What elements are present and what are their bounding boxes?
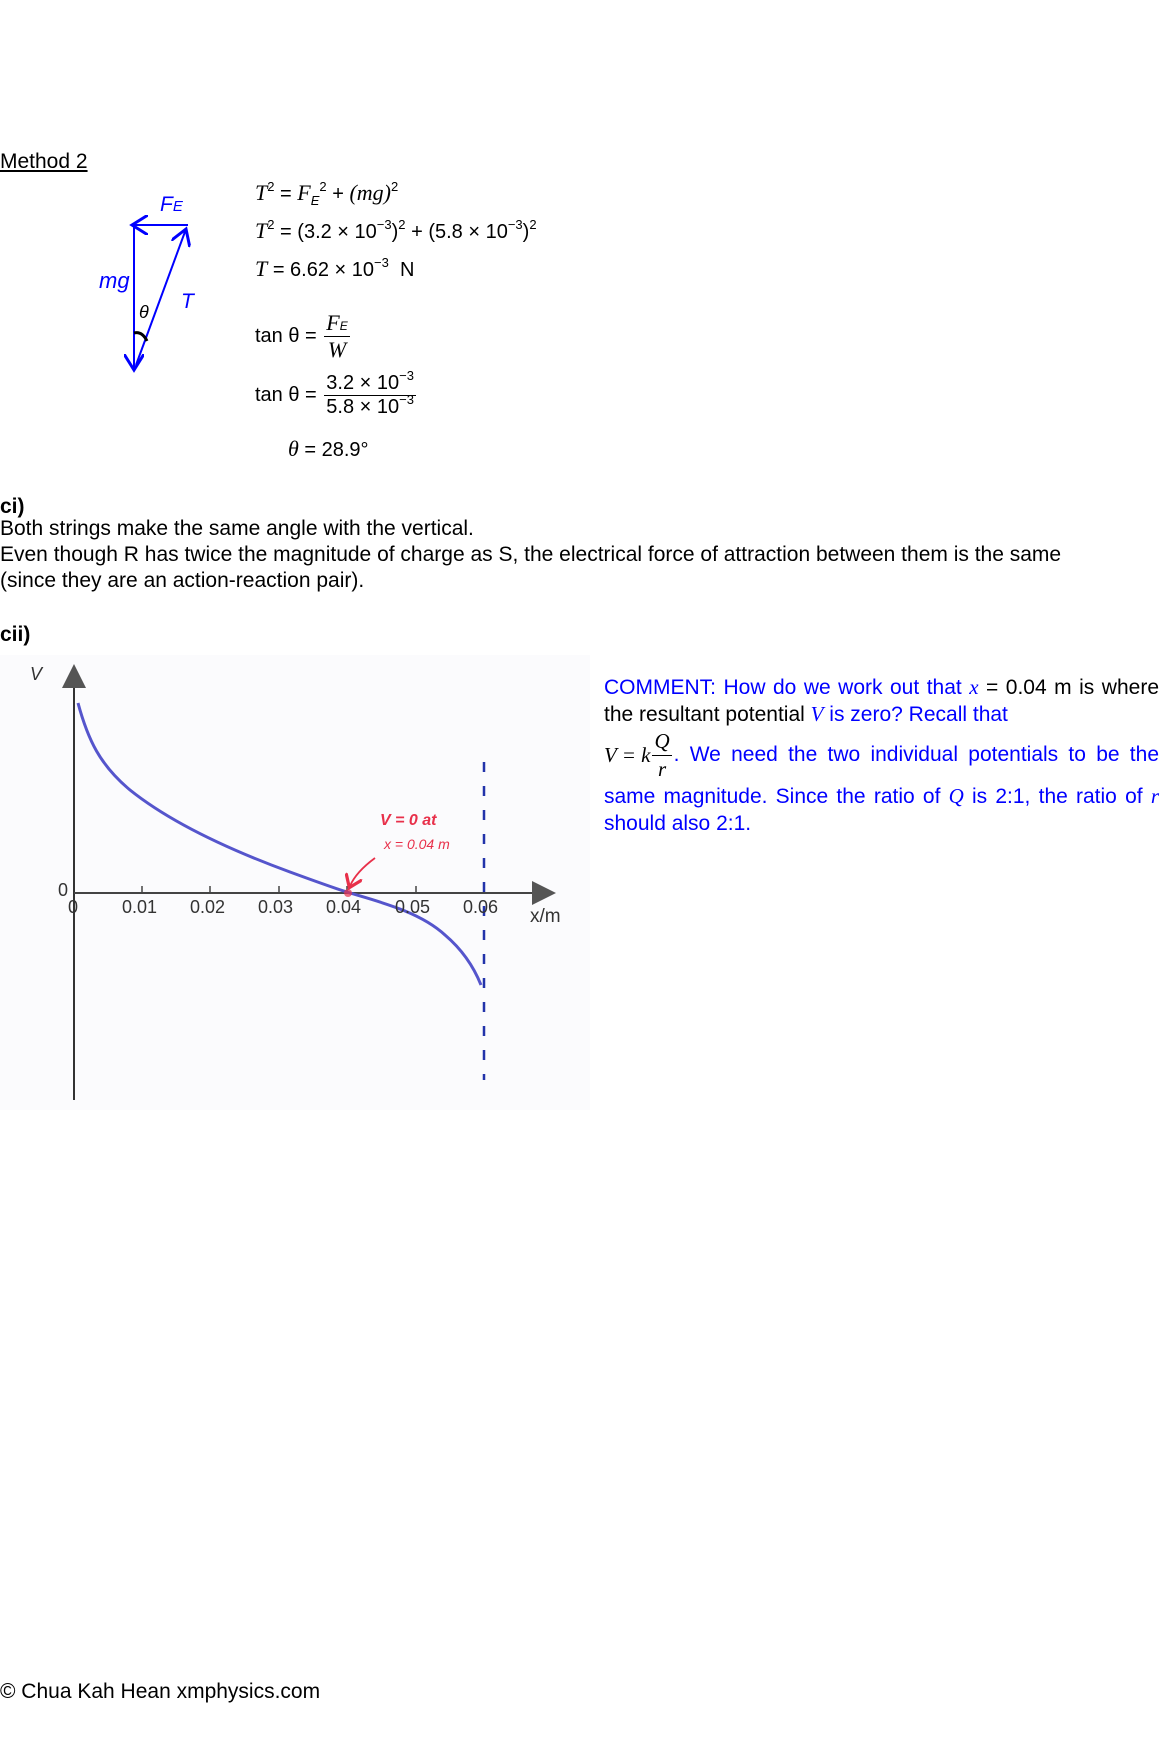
equation-substitution: $T^2 = (3.2 \times 10^{-3})^2 + (5.8 \times 10^{-3})^2$ xyxy=(255,217,537,243)
tension-arrow xyxy=(136,229,186,365)
ci-line-1: Both strings make the same angle with the vertical. xyxy=(0,517,474,540)
equation-tension-result: $T = 6.62 \times 10^{-3}$ N xyxy=(255,255,415,281)
mg-label: mg xyxy=(99,268,130,293)
annotation-line-1: V = 0 at xyxy=(380,812,437,829)
x-tick-0: 0 xyxy=(68,897,79,917)
equation-pythagoras: $T^2 = F_E^2 + (mg)^2$ xyxy=(255,179,399,208)
equation-tan-ratio: tan θ = $\frac{FE}{W}$ xyxy=(255,310,348,362)
comment-block: COMMENT: How do we work out that x = 0.04 m is where the resultant potential V is zero? Recall that V = k $\frac{Q}{r}$ . We need the two individual potentials to be the same magnitude. Since the ratio of Q is 2:1, the ratio of r should also 2:1. xyxy=(604,675,1159,835)
y-axis-label: V xyxy=(30,664,43,684)
x-axis-label: x/m xyxy=(530,906,561,927)
equation-tan-values: tan θ = $\frac{3.2 \times 10^{-3}}{5.8 \times 10^{-3}}$ xyxy=(255,368,414,418)
y-tick-0: 0 xyxy=(58,880,69,900)
x-tick-004: 0.04 xyxy=(326,897,362,917)
annotation-line-2: x = 0.04 m xyxy=(384,836,450,852)
x-tick-003: 0.03 xyxy=(258,897,294,917)
ci-line-3: (since they are an action-reaction pair). xyxy=(0,569,365,592)
fe-label: FE xyxy=(160,193,183,216)
method-heading: Method 2 xyxy=(0,150,88,173)
x-tick-005: 0.05 xyxy=(395,897,431,917)
x-tick-001: 0.01 xyxy=(122,897,158,917)
equation-angle-result: θ = 28.9° xyxy=(288,436,369,461)
potential-graph xyxy=(0,650,590,1120)
x-tick-002: 0.02 xyxy=(190,897,226,917)
cii-heading: cii) xyxy=(0,623,31,646)
tension-label: T xyxy=(181,290,194,313)
footer-copyright: © Chua Kah Hean xmphysics.com xyxy=(0,1680,321,1703)
theta-label: θ xyxy=(139,302,149,322)
angle-arc xyxy=(134,333,147,341)
ci-heading: ci) xyxy=(0,495,25,518)
zero-crossing-marker xyxy=(344,889,352,897)
ci-line-2: Even though R has twice the magnitude of charge as S, the electrical force of attraction between them is the same xyxy=(0,543,1062,566)
x-tick-006: 0.06 xyxy=(463,897,499,917)
